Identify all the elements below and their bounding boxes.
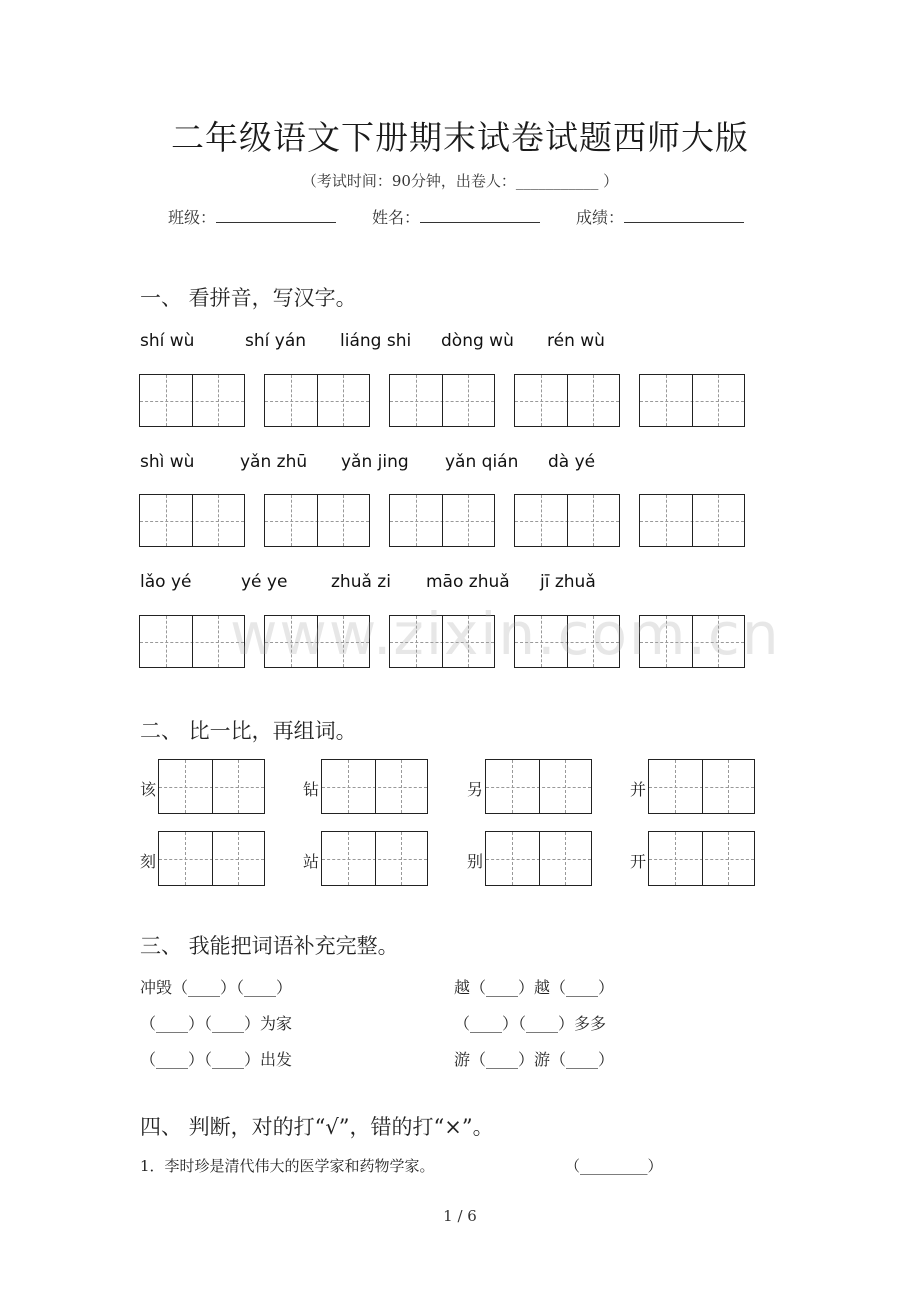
pinyin-item: yǎn qián (445, 452, 519, 472)
compare-char: 别 (467, 852, 484, 871)
word-grid[interactable] (158, 759, 265, 814)
word-grid[interactable] (321, 831, 428, 886)
compare-char: 该 (140, 780, 157, 799)
pinyin-item: jī zhuǎ (540, 572, 596, 592)
exam-subtitle: （考试时间：90分钟，出卷人：___________ ） (301, 172, 619, 190)
pinyin-item: shí wù (140, 331, 195, 351)
pinyin-item: māo zhuǎ (426, 572, 510, 592)
class-label: 班级： (168, 208, 217, 227)
fill-item[interactable]: （____）（____）出发 (140, 1050, 293, 1069)
writing-grid[interactable] (264, 374, 370, 427)
compare-char: 并 (630, 780, 647, 799)
fill-item[interactable]: 游（____）游（____） (454, 1050, 615, 1069)
pinyin-item: yǎn zhū (240, 452, 308, 472)
writing-grid[interactable] (139, 494, 245, 547)
score-label: 成绩： (576, 208, 625, 227)
writing-grid[interactable] (139, 374, 245, 427)
compare-char: 另 (467, 780, 484, 799)
writing-grid[interactable] (639, 374, 745, 427)
name-label: 姓名： (372, 208, 421, 227)
pinyin-item: shí yán (245, 331, 307, 351)
page-number: 1 / 6 (443, 1207, 477, 1225)
judge-answer-blank[interactable]: （_________） (565, 1157, 663, 1175)
compare-char: 刻 (140, 852, 157, 871)
judge-question: 1．李时珍是清代伟大的医学家和药物学家。 (140, 1157, 435, 1175)
name-blank[interactable] (420, 208, 540, 223)
writing-grid[interactable] (514, 494, 620, 547)
pinyin-item: liáng shi (340, 331, 412, 351)
pinyin-item: yǎn jing (341, 452, 409, 472)
fill-item[interactable]: 越（____）越（____） (454, 978, 615, 997)
writing-grid[interactable] (264, 494, 370, 547)
compare-char: 钻 (303, 780, 320, 799)
word-grid[interactable] (485, 831, 592, 886)
section-2-heading: 二、 比一比，再组词。 (140, 719, 357, 743)
pinyin-item: dòng wù (441, 331, 514, 351)
watermark: www.zixin.com.cn (230, 600, 781, 668)
class-blank[interactable] (216, 208, 336, 223)
compare-char: 站 (303, 852, 320, 871)
word-grid[interactable] (648, 759, 755, 814)
page-title: 二年级语文下册期末试卷试题西师大版 (171, 118, 749, 157)
writing-grid[interactable] (389, 494, 495, 547)
writing-grid[interactable] (639, 494, 745, 547)
pinyin-item: yé ye (241, 572, 288, 592)
fill-item[interactable]: （____）（____）为家 (140, 1014, 293, 1033)
pinyin-item: dà yé (548, 452, 596, 472)
pinyin-item: zhuǎ zi (331, 572, 391, 592)
score-blank[interactable] (624, 208, 744, 223)
word-grid[interactable] (158, 831, 265, 886)
name-field (372, 205, 540, 228)
section-4-heading: 四、 判断，对的打“√”，错的打“×”。 (140, 1115, 494, 1139)
fill-item[interactable]: （____）（____）多多 (454, 1014, 607, 1033)
pinyin-item: lǎo yé (140, 572, 192, 592)
pinyin-item: shì wù (140, 452, 195, 472)
score-field (576, 205, 744, 228)
fill-item[interactable]: 冲毁（____）（____） (140, 978, 293, 997)
section-1-heading: 一、 看拼音，写汉字。 (140, 286, 357, 310)
pinyin-item: rén wù (547, 331, 605, 351)
section-3-heading: 三、 我能把词语补充完整。 (140, 934, 399, 958)
class-field (168, 205, 336, 228)
word-grid[interactable] (485, 759, 592, 814)
writing-grid[interactable] (389, 374, 495, 427)
word-grid[interactable] (648, 831, 755, 886)
compare-char: 开 (630, 852, 647, 871)
writing-grid[interactable] (514, 374, 620, 427)
word-grid[interactable] (321, 759, 428, 814)
